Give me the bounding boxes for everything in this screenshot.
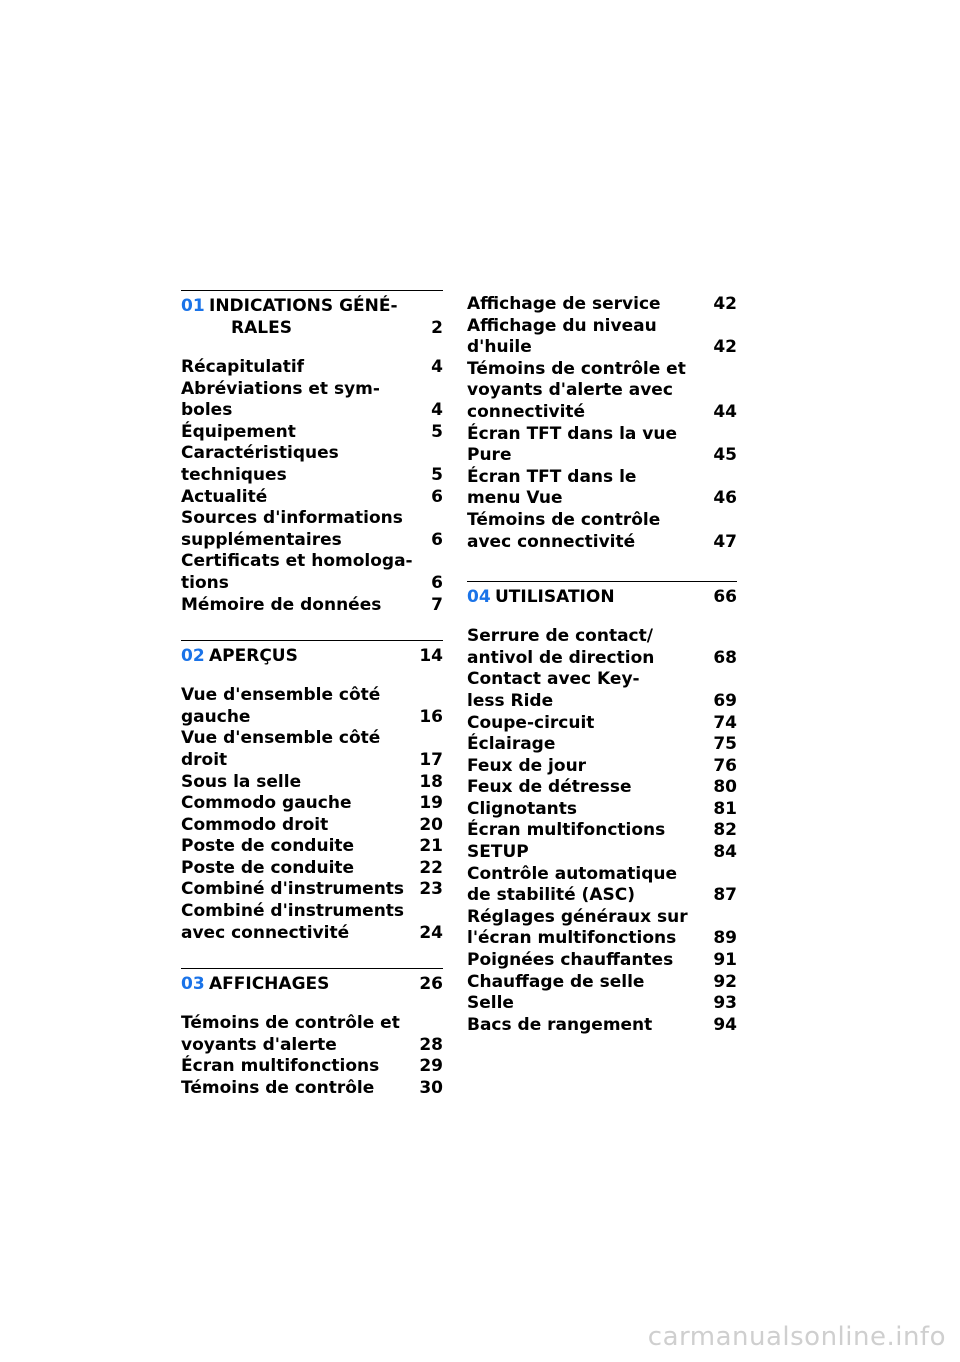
toc-entry-page: 84 [713,842,737,863]
toc-entry[interactable] [181,508,443,551]
section-page: 14 [419,646,443,667]
toc-entry-text: Réglages généraux sur [467,906,688,927]
toc-entry-text: Coupe-circuit [467,712,595,733]
toc-entry[interactable] [181,836,443,858]
toc-entry[interactable] [467,777,737,799]
toc-entry-text: connectivité [467,401,586,422]
toc-entry[interactable] [467,799,737,821]
toc-entry-page: 42 [713,337,737,358]
toc-entry-page: 7 [431,594,443,615]
toc-entry[interactable] [181,815,443,837]
toc-entry-page: 81 [713,798,737,819]
toc-entry[interactable] [467,316,737,359]
toc-entry-text: Sous la selle [181,771,302,792]
section-number: 01 [181,296,205,316]
toc-entry[interactable] [467,1015,737,1037]
toc-entry[interactable] [181,1056,443,1078]
toc-entry[interactable] [467,950,737,972]
section-title-cont: RALES [231,318,292,338]
toc-entry-list [181,1013,443,1099]
toc-entry[interactable] [181,793,443,815]
toc-entry[interactable] [181,1078,443,1100]
toc-entry-text: Éclairage [467,734,556,755]
toc-entry-text: Caractéristiques [181,443,339,464]
toc-entry-text: Vue d'ensemble côté [181,728,381,749]
toc-entry-text: Combiné d'instruments [181,901,405,922]
toc-entry-text: voyants d'alerte [181,1034,337,1055]
toc-entry-text: Combiné d'instruments [181,879,405,900]
toc-entry[interactable] [181,551,443,594]
toc-entry-text: Poste de conduite [181,857,355,878]
section-03-header[interactable] [181,968,443,995]
toc-entry[interactable] [467,713,737,735]
section-page: 26 [419,974,443,995]
toc-entry[interactable] [467,907,737,950]
toc-right-column [467,294,737,1036]
toc-entry-text: Certificats et homologa- [181,551,413,572]
toc-entry-text: Feux de jour [467,755,587,776]
toc-entry-page: 93 [713,993,737,1014]
toc-entry-page: 28 [419,1034,443,1055]
toc-entry-text: Chauffage de selle [467,971,645,992]
toc-entry-text: gauche [181,706,251,727]
toc-entry-text: Témoins de contrôle [467,509,661,530]
toc-entry[interactable] [181,901,443,944]
toc-entry-text: Selle [467,993,514,1014]
toc-entry-text: Bacs de rangement [467,1014,653,1035]
toc-entry-text: Contact avec Key- [467,669,640,690]
toc-entry-page: 74 [713,712,737,733]
toc-entry-text: Mémoire de données [181,594,382,615]
toc-entry-page: 91 [713,950,737,971]
toc-entry-text: techniques [181,464,287,485]
toc-entry-text: supplémentaires [181,529,342,550]
toc-entry-text: Contrôle automatique [467,863,678,884]
toc-entry-page: 30 [419,1078,443,1099]
section-title: UTILISATION [495,587,615,608]
toc-entry-page: 17 [419,749,443,770]
toc-entry[interactable] [181,595,443,617]
section-page: 2 [431,318,443,338]
toc-entry[interactable] [467,842,737,864]
toc-left-column [181,290,443,1100]
toc-entry-page: 16 [419,706,443,727]
toc-entry-text: Poignées chauffantes [467,950,674,971]
section-title: APERÇUS [209,646,298,667]
toc-entry[interactable] [181,1013,443,1056]
section-page: 66 [713,587,737,608]
toc-entry-page: 24 [419,922,443,943]
toc-entry[interactable] [467,626,737,669]
toc-entry-page: 4 [431,400,443,421]
toc-entry-text: Abréviations et sym- [181,378,380,399]
toc-entry-page: 4 [431,357,443,377]
toc-entry-text: boles [181,400,233,421]
toc-entry[interactable] [181,379,443,422]
toc-entry[interactable] [181,858,443,880]
toc-entry-text: SETUP [467,842,529,863]
toc-entry-text: Clignotants [467,798,578,819]
toc-entry[interactable] [181,487,443,509]
toc-entry[interactable] [181,685,443,728]
toc-entry-page: 82 [713,820,737,841]
toc-entry-page: 92 [713,971,737,992]
toc-entry-text: de stabilité (ASC) [467,885,635,906]
toc-entry[interactable] [181,422,443,444]
toc-entry-text: Poste de conduite [181,836,355,857]
toc-entry-page: 68 [713,647,737,668]
toc-entry-page: 76 [713,755,737,776]
toc-entry-text: antivol de direction [467,647,655,668]
toc-entry-text: Témoins de contrôle [181,1078,375,1099]
toc-entry[interactable] [467,820,737,842]
toc-entry-list [467,294,737,553]
toc-entry[interactable] [181,772,443,794]
toc-entry[interactable] [467,424,737,467]
toc-entry[interactable] [467,734,737,756]
toc-entry-page: 45 [713,445,737,466]
toc-entry-page: 89 [713,928,737,949]
toc-entry-list [467,626,737,1036]
section-number: 04 [467,587,491,608]
toc-entry-text: avec connectivité [181,922,350,943]
section-01-header[interactable] [181,290,443,339]
section-number: 02 [181,646,205,667]
toc-entry-page: 19 [419,793,443,814]
toc-entry-text: droit [181,749,228,770]
toc-entry-text: Commodo gauche [181,793,352,814]
toc-entry-text: Vue d'ensemble côté [181,685,381,706]
toc-entry-page: 5 [431,464,443,485]
toc-entry[interactable] [181,879,443,901]
toc-entry-text: tions [181,572,229,593]
toc-entry-text: Affichage du niveau [467,315,657,336]
toc-entry-page: 23 [419,879,443,900]
toc-entry-page: 44 [713,401,737,422]
toc-entry-page: 42 [713,294,737,314]
section-02-header[interactable] [181,640,443,667]
toc-entry[interactable] [467,359,737,424]
toc-entry-page: 69 [713,690,737,711]
toc-entry[interactable] [467,756,737,778]
toc-entry-text: less Ride [467,690,554,711]
toc-entry-text: Écran TFT dans le [467,466,637,487]
toc-entry[interactable] [467,864,737,907]
toc-entry-text: Écran multifonctions [181,1056,380,1077]
section-title: AFFICHAGES [209,974,330,995]
toc-entry-page: 21 [419,836,443,857]
toc-entry[interactable] [467,467,737,510]
toc-entry-text: Témoins de contrôle et [467,358,686,379]
toc-entry-page: 46 [713,488,737,509]
toc-entry-text: Affichage de service [467,294,661,314]
toc-entry-page: 47 [713,531,737,552]
toc-entry-page: 22 [419,857,443,878]
toc-entry-page: 80 [713,777,737,798]
toc-entry[interactable] [467,510,737,553]
toc-entry-list [181,357,443,616]
toc-entry[interactable] [467,294,737,316]
toc-entry-page: 94 [713,1014,737,1035]
toc-entry-text: d'huile [467,337,532,358]
toc-entry-text: Écran multifonctions [467,820,666,841]
toc-entry[interactable] [181,357,443,379]
toc-entry-text: Récapitulatif [181,357,305,377]
toc-entry[interactable] [467,669,737,712]
toc-entry-text: l'écran multifonctions [467,928,677,949]
toc-entry-page: 18 [419,771,443,792]
toc-entry-text: avec connectivité [467,531,636,552]
toc-entry-text: Écran TFT dans la vue [467,423,678,444]
toc-entry-page: 6 [431,572,443,593]
toc-entry-page: 6 [431,486,443,507]
toc-entry-text: Pure [467,445,512,466]
toc-entry-text: Serrure de contact/ [467,626,653,647]
toc-entry[interactable] [467,972,737,994]
toc-entry[interactable] [181,728,443,771]
toc-entry-text: Équipement [181,421,296,442]
watermark: carmanualsonline.info [647,1322,946,1352]
toc-entry-list [181,685,443,944]
toc-entry-text: Témoins de contrôle et [181,1013,400,1034]
toc-entry-text: Sources d'informations [181,508,403,529]
toc-entry-page: 29 [419,1056,443,1077]
toc-entry-text: Feux de détresse [467,777,632,798]
toc-entry-page: 20 [419,814,443,835]
toc-entry-text: voyants d'alerte avec [467,380,673,401]
toc-entry-page: 87 [713,885,737,906]
toc-entry[interactable] [467,993,737,1015]
toc-entry-text: Actualité [181,486,268,507]
section-04-header[interactable] [467,581,737,608]
toc-entry-page: 5 [431,421,443,442]
toc-entry[interactable] [181,443,443,486]
section-title: INDICATIONS GÉNÉ- [209,296,398,316]
toc-entry-text: Commodo droit [181,814,329,835]
section-number: 03 [181,974,205,995]
toc-entry-page: 6 [431,529,443,550]
toc-entry-page: 75 [713,734,737,755]
toc-entry-text: menu Vue [467,488,563,509]
